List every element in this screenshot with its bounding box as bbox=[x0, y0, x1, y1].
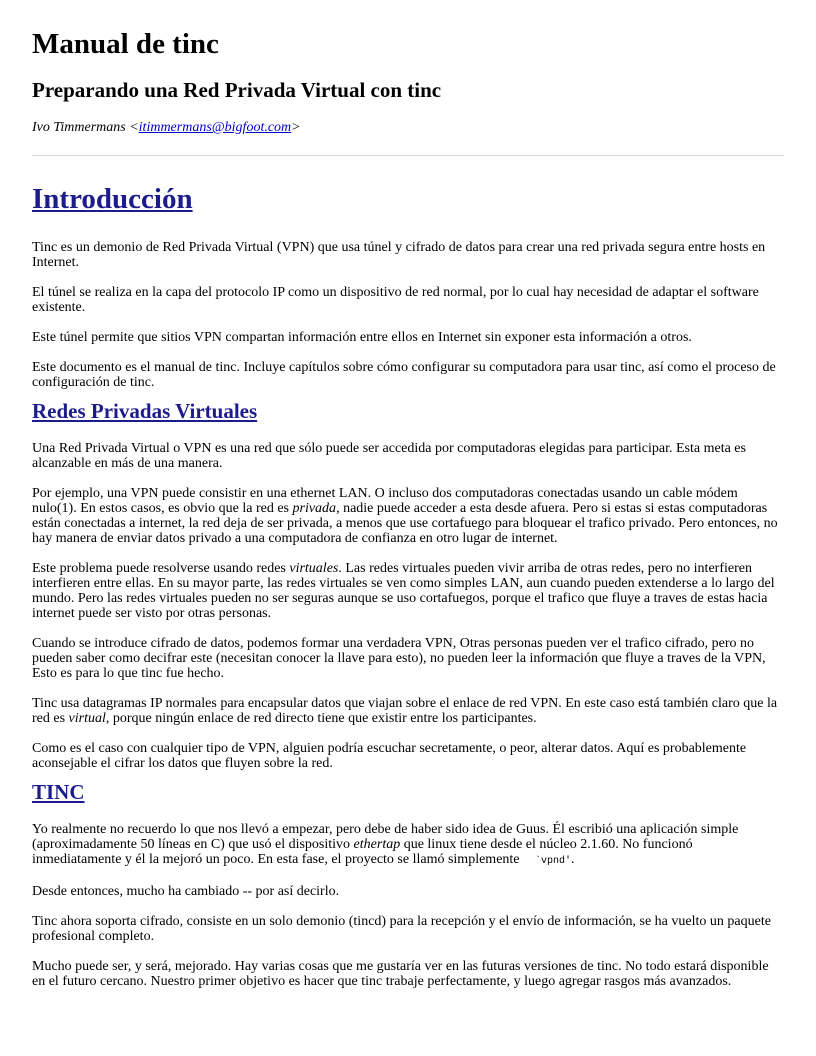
section-heading-redes-privadas bbox=[32, 398, 784, 424]
vpn-p3-emphasis: virtuales bbox=[289, 561, 339, 576]
tinc-p1-emphasis: ethertap bbox=[353, 837, 401, 852]
intro-paragraph-2: El túnel se realiza en la capa del protocolo IP como un dispositivo de red normal, por lo cual hay necesidad de adaptar el software existente. bbox=[32, 285, 759, 315]
tinc-p1-code: `vpnd' bbox=[535, 856, 572, 867]
author-email-link[interactable]: itimmermans@bigfoot.com bbox=[138, 120, 292, 135]
tinc-paragraph-4: Mucho puede ser, y será, mejorado. Hay varias cosas que me gustaría ver en las futuras versiones de tinc. No todo estará disponible en el futuro cercano. Nuestro primer objetivo es hacer que tinc trabaje perfectamente, y luego agregar rasgos más avanzados. bbox=[32, 959, 769, 989]
vpn-p5-emphasis: virtual bbox=[68, 711, 106, 726]
author-line bbox=[32, 119, 784, 137]
section-heading-tinc bbox=[32, 779, 784, 805]
intro-paragraph-4: Este documento es el manual de tinc. Incluye capítulos sobre cómo configurar su computadora para usar tinc, así como el proceso de configuración de tinc. bbox=[32, 360, 776, 390]
section-link-redes-privadas[interactable]: Redes Privadas Virtuales bbox=[32, 399, 258, 423]
vpn-p2-text-a: Por ejemplo, una VPN puede consistir en una ethernet LAN. O incluso dos computadoras conectadas usando un cable módem nulo(1). En estos casos, es obvio que la red es bbox=[32, 486, 738, 516]
section-link-introduccion[interactable]: Introducción bbox=[32, 183, 193, 215]
section-heading-introduccion bbox=[32, 182, 784, 216]
vpn-p3-text-b: . Las redes virtuales pueden vivir arriba de otras redes, pero no interfieren interfieren entre ellas. En su mayor parte, las redes virtuales se ven como simples LAN, aun cuando pueden extenderse a lo largo del mundo. Pero las redes virtuales pueden no ser seguras aunque se uso cortafuegos, porque el trafico que fluye a traves de estas hacia internet puede ser visto por otras personas. bbox=[32, 561, 775, 621]
intro-paragraph-1: Tinc es un demonio de Red Privada Virtual (VPN) que usa túnel y cifrado de datos para crear una red privada segura entre hosts en Internet. bbox=[32, 240, 766, 270]
vpn-p5-text-b: , porque ningún enlace de red directo tiene que existir entre los participantes. bbox=[105, 711, 537, 726]
section-link-tinc[interactable]: TINC bbox=[32, 780, 85, 804]
tinc-paragraph-3: Tinc ahora soporta cifrado, consiste en un solo demonio (tincd) para la recepción y el envío de información, se ha vuelto un paquete profesional completo. bbox=[32, 914, 771, 944]
vpn-p3-text-a: Este problema puede resolverse usando redes bbox=[32, 561, 290, 576]
tinc-paragraph-2: Desde entonces, mucho ha cambiado -- por así decirlo. bbox=[32, 884, 340, 899]
tinc-p1-text-b: que linux tiene desde el núcleo 2.1.60. No funcionó inmediatamente y él la mejoró un poco. En esta fase, el proyecto se llamó simplemente bbox=[32, 837, 693, 867]
tinc-paragraph-1 bbox=[32, 822, 784, 869]
vpn-p5-text-a: Tinc usa datagramas IP normales para encapsular datos que viajan sobre el enlace de red VPN. En este caso está también claro que la red es bbox=[32, 696, 778, 726]
document-subtitle: Preparando una Red Privada Virtual con tinc bbox=[32, 78, 442, 102]
vpn-paragraph-5 bbox=[32, 696, 784, 726]
author-close: > bbox=[291, 120, 301, 135]
vpn-p2-text-b: , nadie puede acceder a esta desde afuera. Pero si estas si estas computadoras están conectadas a internet, la red deja de ser privada, a menos que use cortafuego para bloquear el trafico privado. Pero entonces, no hay manera de enviar datos privado a una computadora de confianza en otro lugar de internet. bbox=[32, 501, 778, 546]
tinc-p1-text-c: . bbox=[571, 852, 575, 867]
author-name: Ivo Timmermans < bbox=[32, 120, 139, 135]
document-title: Manual de tinc bbox=[32, 28, 219, 60]
vpn-paragraph-3 bbox=[32, 561, 784, 621]
vpn-p2-emphasis: privada bbox=[292, 501, 337, 516]
intro-paragraph-3: Este túnel permite que sitios VPN compartan información entre ellos en Internet sin exponer esta información a otros. bbox=[32, 330, 692, 345]
title-separator bbox=[32, 155, 784, 156]
tinc-p1-text-a: Yo realmente no recuerdo lo que nos llevó a empezar, pero debe de haber sido idea de Guus. Él escribió una aplicación simple (aproximadamente 50 líneas en C) que usó el dispositivo bbox=[32, 822, 739, 852]
vpn-paragraph-2 bbox=[32, 486, 784, 546]
vpn-paragraph-6: Como es el caso con cualquier tipo de VPN, alguien podría escuchar secretamente, o peor, alterar datos. Aquí es probablemente aconsejable el cifrar los datos que fluyen sobre la red. bbox=[32, 741, 747, 771]
vpn-paragraph-1: Una Red Privada Virtual o VPN es una red que sólo puede ser accedida por computadoras elegidas para participar. Esta meta es alcanzable en más de una manera. bbox=[32, 441, 746, 471]
vpn-paragraph-4: Cuando se introduce cifrado de datos, podemos formar una verdadera VPN, Otras personas pueden ver el trafico cifrado, pero no pueden saber como decifrar este (necesitan conocer la llave para esto), no pueden leer la información que fluye a traves de la VPN, Esto es para lo que tinc fue hecho. bbox=[32, 636, 766, 681]
